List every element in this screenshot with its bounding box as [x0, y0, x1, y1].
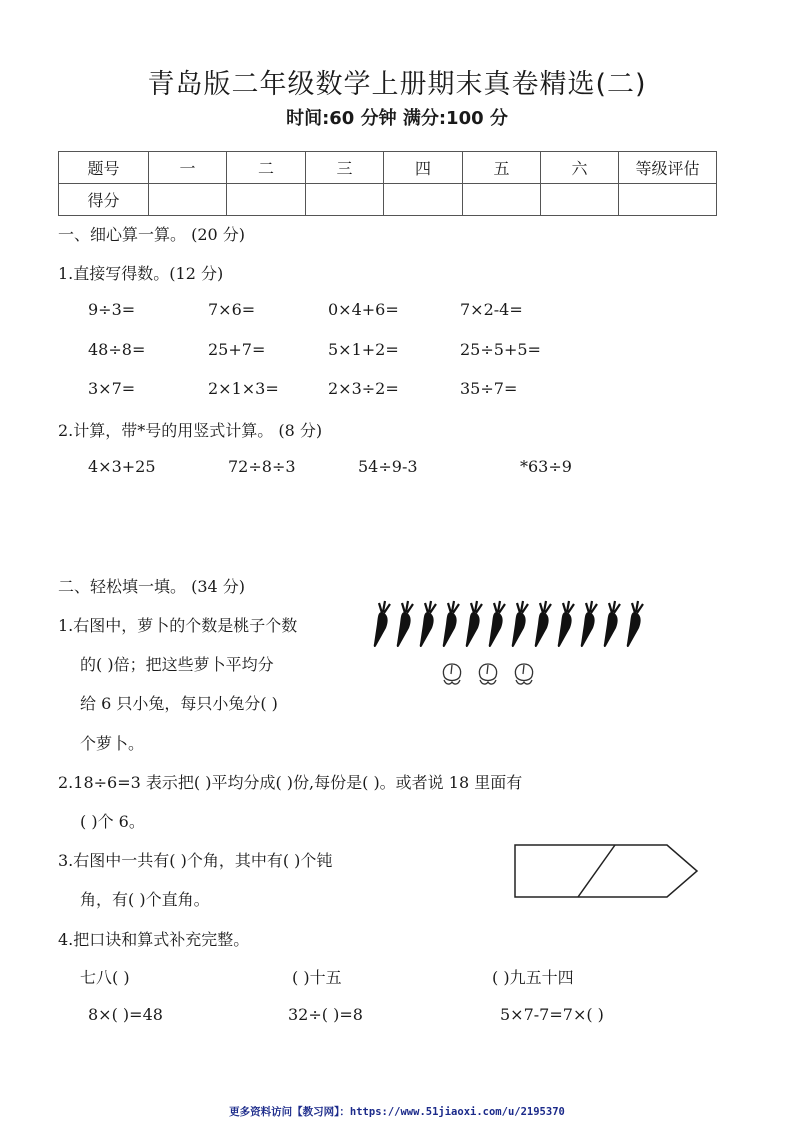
- fill-in-item: 8×( )=48: [88, 1005, 163, 1024]
- carrots-picture: [370, 600, 650, 650]
- carrot-icon: [627, 601, 643, 647]
- carrot-icon: [466, 601, 482, 647]
- fill-in-item: 32÷( )=8: [288, 1005, 363, 1024]
- carrot-icon: [512, 601, 528, 647]
- figure-divider: [578, 845, 615, 897]
- expression: 2×1×3=: [208, 379, 279, 398]
- carrot-icon: [604, 601, 620, 647]
- peaches-picture: [440, 658, 550, 688]
- section1-heading: 一、细心算一算。 (20 分): [58, 225, 246, 244]
- page-subtitle: 时间:60 分钟 满分:100 分: [286, 108, 508, 129]
- expression: 4×3+25: [88, 457, 156, 476]
- fill-in-item: 5×7-7=7×( ): [500, 1005, 604, 1024]
- expression: 2×3÷2=: [328, 379, 399, 398]
- carrot-icon: [374, 601, 390, 647]
- section2-heading: 二、轻松填一填。 (34 分): [58, 577, 246, 596]
- question-line: 角，有( )个直角。: [80, 890, 210, 909]
- question-line: 的( )倍；把这些萝卜平均分: [80, 655, 274, 674]
- peach-icon: [515, 664, 532, 684]
- expression: 7×2-4=: [460, 300, 523, 319]
- question-line: 个萝卜。: [80, 734, 145, 753]
- question-line: 3.右图中一共有( )个角，其中有( )个钝: [58, 851, 333, 870]
- score-input-cell[interactable]: [149, 184, 227, 216]
- peach-icon: [443, 664, 460, 684]
- table-cell: 得分: [59, 184, 149, 216]
- question-line: 2.18÷6=3 表示把( )平均分成( )份,每份是( )。或者说 18 里面有: [58, 773, 523, 792]
- score-table: [58, 151, 717, 216]
- carrot-icon: [535, 601, 551, 647]
- table-cell: 一: [149, 152, 227, 184]
- section2-q4-label: 4.把口诀和算式补充完整。: [58, 930, 250, 949]
- expression: 5×1+2=: [328, 340, 399, 359]
- carrot-icon: [420, 601, 436, 647]
- page-title: 青岛版二年级数学上册期末真卷精选(二): [147, 69, 647, 100]
- expression: *63÷9: [520, 457, 572, 476]
- carrot-icon: [489, 601, 505, 647]
- peach-icon: [479, 664, 496, 684]
- table-cell: 等级评估: [619, 152, 717, 184]
- carrot-icon: [581, 601, 597, 647]
- score-table-header-row: [59, 152, 717, 184]
- fill-in-item: ( )九五十四: [492, 968, 574, 987]
- question-line: ( )个 6。: [80, 812, 145, 831]
- score-input-cell[interactable]: [384, 184, 463, 216]
- table-cell: 五: [463, 152, 541, 184]
- expression: 7×6=: [208, 300, 256, 319]
- carrot-icon: [443, 601, 459, 647]
- score-input-cell[interactable]: [463, 184, 541, 216]
- table-cell: 题号: [59, 152, 149, 184]
- expression: 25÷5+5=: [460, 340, 541, 359]
- expression: 3×7=: [88, 379, 136, 398]
- section1-q2-label: 2.计算，带*号的用竖式计算。 (8 分): [58, 421, 323, 440]
- carrot-icon: [558, 601, 574, 647]
- question-line: 1.右图中，萝卜的个数是桃子个数: [58, 616, 298, 635]
- angle-figure: [512, 842, 702, 902]
- expression: 9÷3=: [88, 300, 136, 319]
- footer-link[interactable]: 更多资料访问【教习网】：https://www.51jiaoxi.com/u/2195370: [229, 1106, 565, 1118]
- score-table-score-row: [59, 184, 717, 216]
- score-input-cell[interactable]: [541, 184, 619, 216]
- score-input-cell[interactable]: [306, 184, 384, 216]
- table-cell: 四: [384, 152, 463, 184]
- fill-in-item: 七八( ): [80, 968, 130, 987]
- figure-outline: [515, 845, 697, 897]
- table-cell: 六: [541, 152, 619, 184]
- expression: 0×4+6=: [328, 300, 399, 319]
- question-line: 给 6 只小兔，每只小兔分( ): [80, 694, 278, 713]
- table-cell: 二: [227, 152, 306, 184]
- table-cell: 三: [306, 152, 384, 184]
- carrot-icon: [397, 601, 413, 647]
- fill-in-item: ( )十五: [292, 968, 342, 987]
- section1-q1-label: 1.直接写得数。(12 分): [58, 264, 224, 283]
- expression: 35÷7=: [460, 379, 518, 398]
- expression: 54÷9-3: [358, 457, 418, 476]
- expression: 25+7=: [208, 340, 266, 359]
- score-input-cell[interactable]: [619, 184, 717, 216]
- expression: 48÷8=: [88, 340, 146, 359]
- expression: 72÷8÷3: [228, 457, 296, 476]
- score-input-cell[interactable]: [227, 184, 306, 216]
